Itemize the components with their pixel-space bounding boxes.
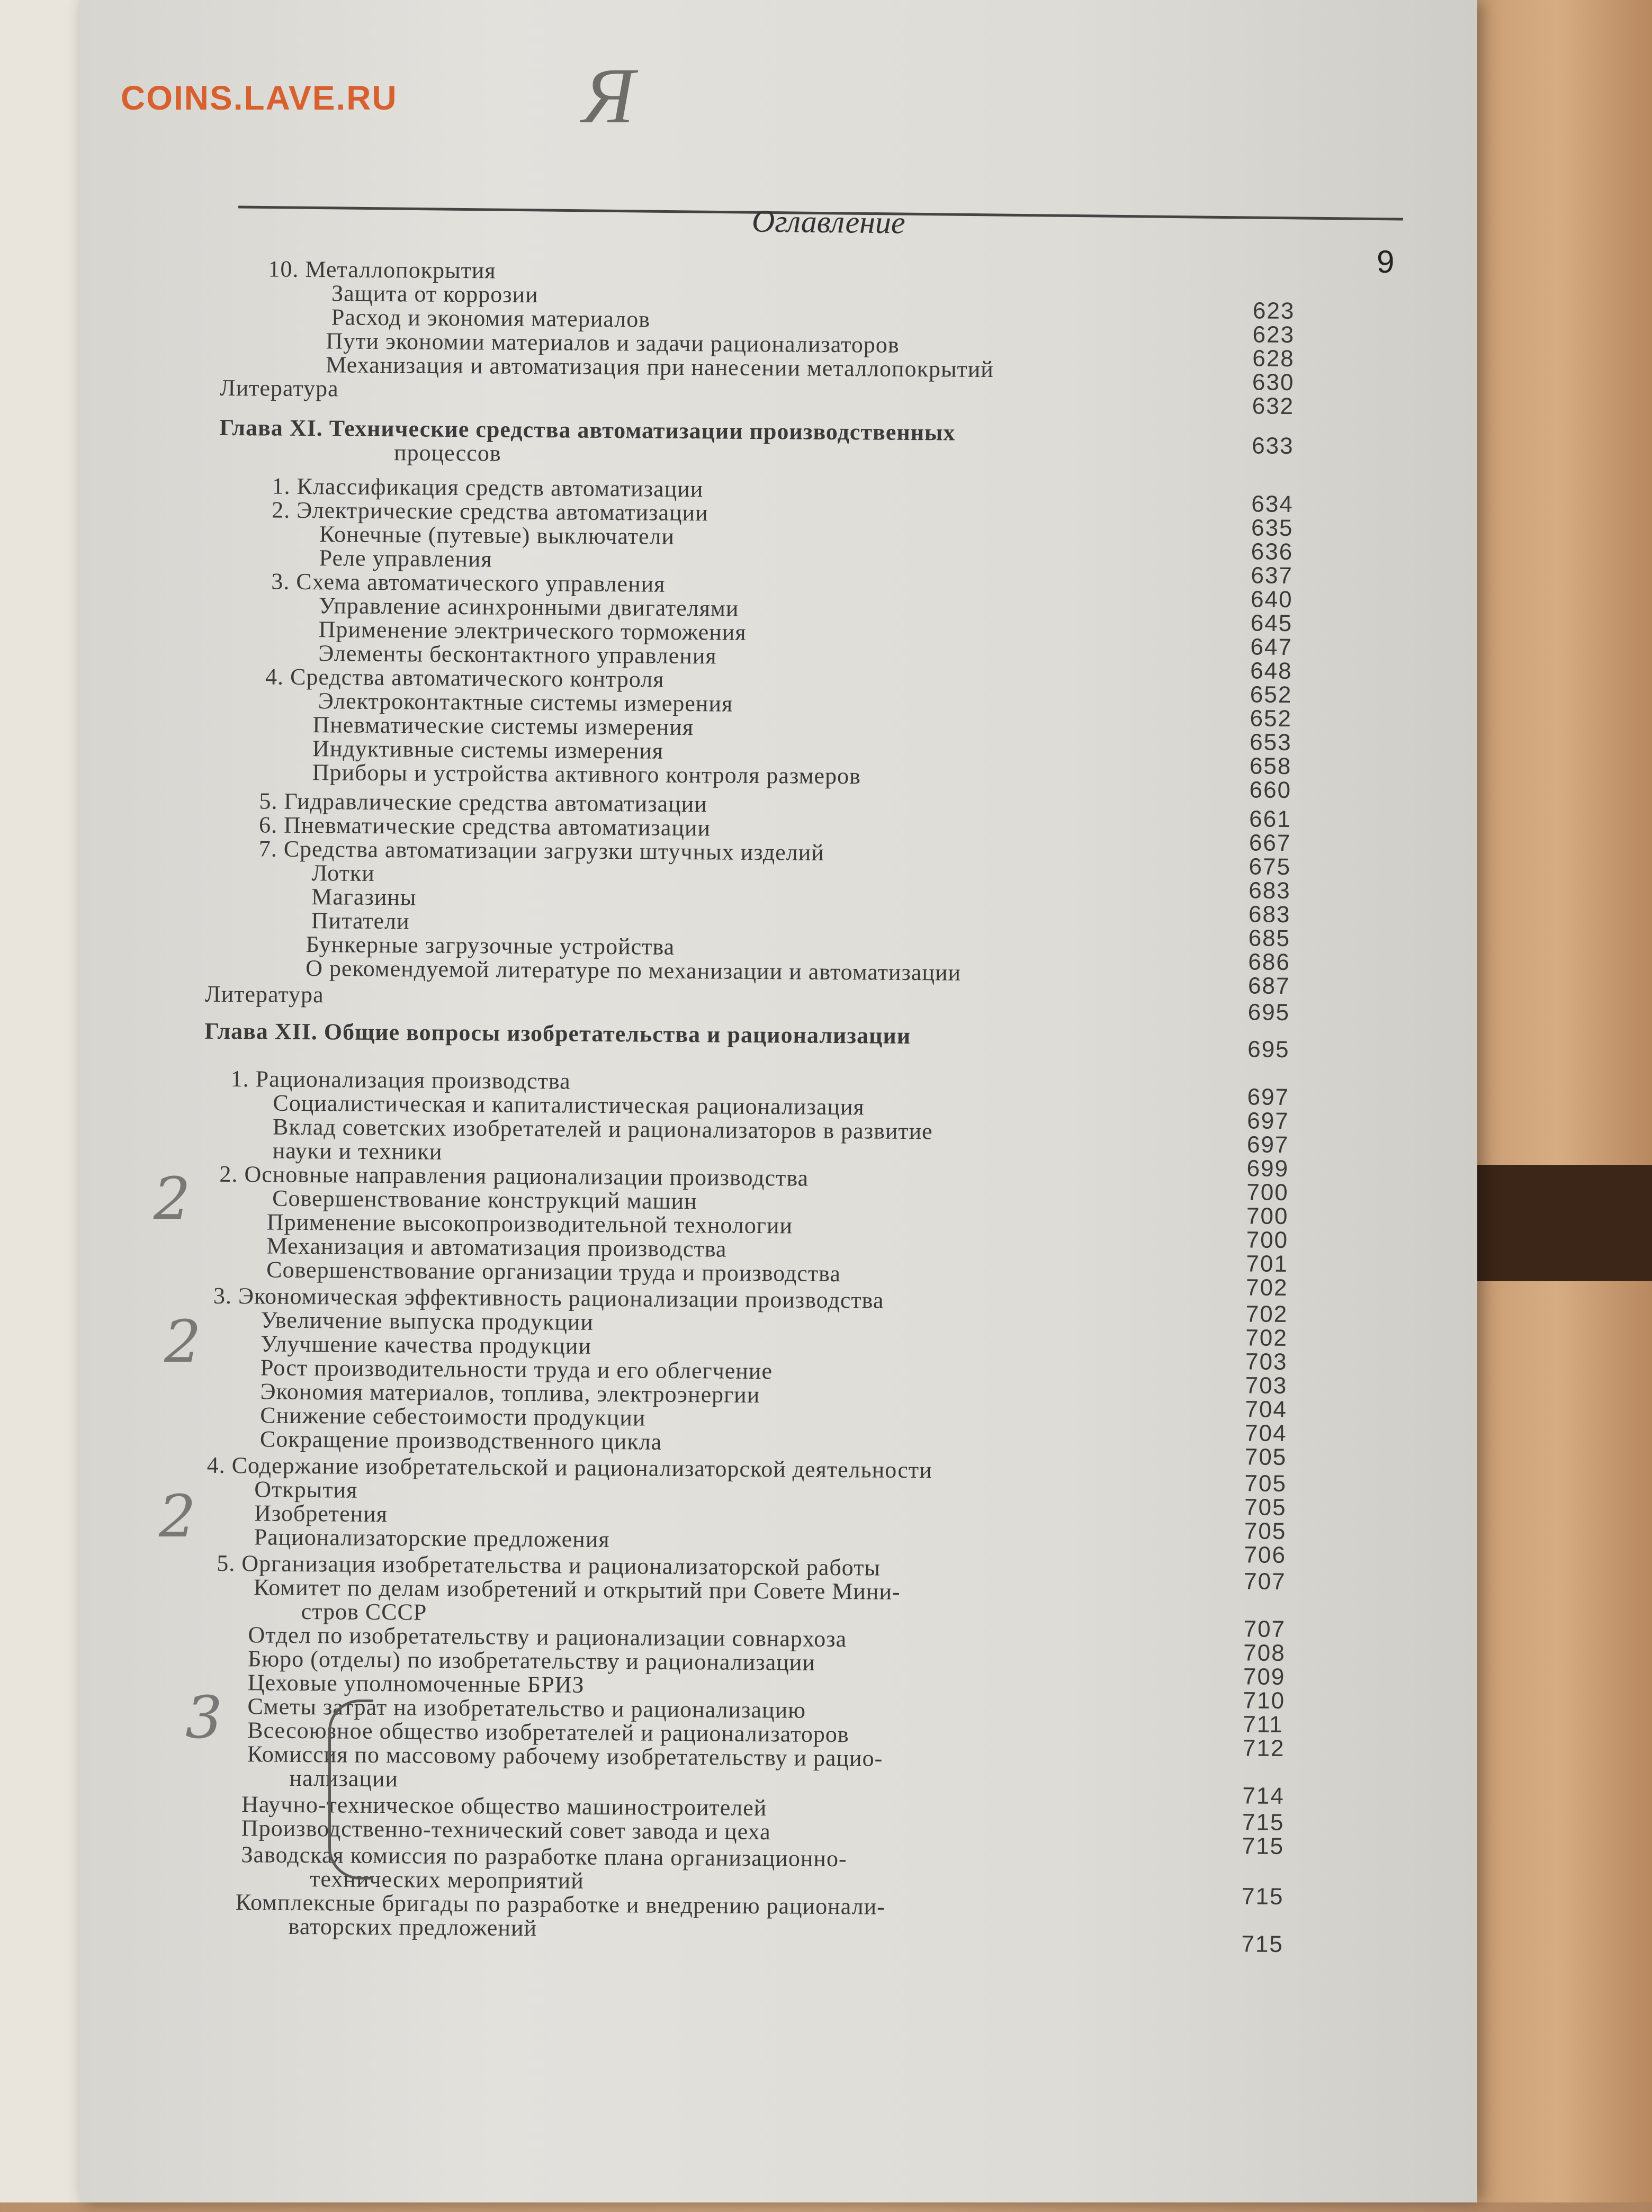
toc-page-number: 632 — [1252, 393, 1295, 420]
toc-entry — [306, 955, 961, 986]
toc-page-number: 623 — [1252, 321, 1295, 348]
toc-entry-title: Индуктивные системы измерения — [312, 735, 664, 764]
toc-entry-title: Реле управления — [319, 545, 492, 572]
toc-page-number: 699 — [1246, 1155, 1289, 1182]
toc-entry-title: Пути экономии материалов и задачи рационализаторов — [326, 328, 900, 358]
toc-page-number: 695 — [1247, 999, 1290, 1026]
wood-gap — [1461, 1165, 1652, 1281]
toc-page-number: 704 — [1244, 1420, 1287, 1446]
toc-page-number: 636 — [1251, 538, 1294, 565]
toc-entry-title: Литература — [219, 374, 339, 402]
toc-page-number: 715 — [1242, 1809, 1285, 1836]
running-header-title: Оглавление — [751, 203, 905, 240]
toc-entry-title: Применение высокопроизводительной технологии — [266, 1209, 793, 1239]
wood-plank-bottom — [1461, 1281, 1652, 2202]
toc-entry-title: Магазины — [311, 884, 417, 911]
toc-page-number: 700 — [1246, 1179, 1289, 1206]
toc-entry-title: 1. Классификация средств автоматизации — [272, 473, 704, 502]
toc-page-number: 715 — [1242, 1833, 1285, 1859]
toc-entry — [205, 981, 324, 1009]
toc-entry-title: Экономия материалов, топлива, электроэнергии — [260, 1378, 760, 1408]
toc-entry-title: нализации — [289, 1765, 399, 1792]
toc-entry-title: Расход и экономия материалов — [331, 304, 651, 332]
toc-page-number: 633 — [1252, 433, 1294, 460]
toc-entry — [311, 859, 375, 887]
toc-entry-title: Приборы и устройства активного контроля размеров — [312, 759, 861, 789]
toc-entry-title: Управление асинхронными двигателями — [318, 592, 739, 622]
toc-page-number: 658 — [1249, 753, 1292, 780]
toc-page-number: 702 — [1245, 1301, 1288, 1327]
toc-entry-title: Защита от коррозии — [331, 280, 538, 308]
toc-entry-title: Глава XI. Технические средства автоматизации производственных — [219, 414, 956, 446]
toc-entry — [266, 1256, 841, 1288]
toc-entry-title: Изобретения — [254, 1500, 388, 1527]
toc-page-number: 623 — [1252, 298, 1295, 325]
handwritten-monogram: Я — [582, 52, 635, 140]
book-page — [79, 0, 1477, 2202]
toc-page-number: 683 — [1248, 901, 1291, 928]
toc-page-number: 700 — [1246, 1203, 1289, 1229]
toc-entry-title: 5. Гидравлические средства автоматизации — [259, 788, 707, 817]
toc-page-number: 634 — [1251, 491, 1294, 518]
toc-page-number: 660 — [1249, 777, 1292, 804]
toc-entry-title: Открытия — [254, 1476, 358, 1503]
toc-entry-title: Глава XII. Общие вопросы изобретательства и рационализации — [204, 1018, 911, 1049]
toc-entry-title: ваторских предложений — [288, 1913, 537, 1941]
toc-entry — [394, 439, 501, 466]
toc-entry-title: 10. Металлопокрытия — [268, 256, 496, 284]
toc-entry-title: Всесоюзное общество изобретателей и рационализаторов — [247, 1717, 849, 1748]
toc-page-number: 645 — [1250, 610, 1293, 637]
toc-entry — [254, 1523, 610, 1553]
toc-entry-title: 2. Электрические средства автоматизации — [272, 497, 708, 526]
toc-page-number: 701 — [1246, 1251, 1288, 1277]
toc-page-number: 652 — [1250, 681, 1292, 708]
toc-page-number: 697 — [1246, 1131, 1289, 1158]
toc-entry-title: Рост производительности труда и его облегчение — [260, 1354, 773, 1384]
toc-entry — [260, 1425, 662, 1455]
toc-page-number: 705 — [1244, 1518, 1287, 1544]
toc-entry-title: 5. Организация изобретательства и рационализаторской работы — [217, 1550, 881, 1581]
toc-page-number: 648 — [1250, 658, 1292, 685]
toc-page-number: 704 — [1245, 1396, 1288, 1423]
toc-chapter-heading — [204, 1018, 911, 1049]
toc-entry-title: процессов — [393, 439, 501, 466]
toc-page-number: 652 — [1250, 705, 1292, 732]
toc-entry-title: 7. Средства автоматизации загрузки штучных изделий — [258, 835, 824, 866]
handwritten-mark: 2 — [164, 1308, 201, 1375]
toc-entry-title: Комплексные бригады по разработке и внедрению рационали- — [235, 1889, 885, 1920]
toc-page-number: 685 — [1248, 925, 1291, 952]
toc-entry-title: О рекомендуемой литературе по механизации и автоматизации — [306, 955, 962, 986]
toc-page-number: 702 — [1245, 1325, 1288, 1351]
toc-page-number: 707 — [1243, 1616, 1286, 1642]
toc-page-number: 709 — [1243, 1664, 1286, 1690]
handwritten-mark: 2 — [154, 1165, 191, 1233]
page-number: 9 — [1377, 244, 1395, 280]
toc-entry — [241, 1814, 771, 1845]
toc-entry-title: Научно-техническое общество машиностроителей — [241, 1791, 767, 1821]
toc-page-number: 687 — [1247, 973, 1290, 1000]
toc-page-number: 711 — [1243, 1711, 1283, 1738]
toc-page-number: 700 — [1246, 1227, 1289, 1253]
toc-chapter-heading — [219, 414, 955, 446]
toc-entry-title: Комитет по делам изобретений и открытий при Совете Мини- — [253, 1574, 901, 1605]
handwritten-mark: 3 — [185, 1684, 222, 1751]
toc-page-number: 703 — [1245, 1348, 1288, 1375]
toc-entry-title: 3. Экономическая эффективность рационализации производства — [213, 1282, 884, 1314]
toc-page-number: 628 — [1252, 345, 1295, 372]
toc-page-number: 637 — [1251, 562, 1294, 589]
toc-entry-title: стров СССР — [301, 1598, 427, 1625]
toc-entry-title: Питатели — [311, 907, 410, 934]
toc-entry-title: Лотки — [311, 860, 375, 886]
toc-page-number: 697 — [1247, 1108, 1289, 1135]
toc-entry-title: Литература — [204, 981, 324, 1008]
toc-page-number: 705 — [1244, 1470, 1287, 1497]
toc-page-number: 705 — [1244, 1494, 1287, 1521]
handwritten-mark: 2 — [159, 1482, 196, 1550]
toc-entry-title: технических мероприятий — [310, 1866, 584, 1894]
toc-entry-title: Вклад советских изобретателей и рационализаторов в развитие — [272, 1113, 933, 1145]
toc-page-number: 705 — [1244, 1444, 1287, 1470]
toc-entry-title: Улучшение качества продукции — [261, 1330, 592, 1359]
toc-page-number: 706 — [1244, 1542, 1287, 1568]
toc-page-number: 707 — [1244, 1568, 1286, 1595]
toc-entry-title: Сметы затрат на изобретательство и рационализацию — [247, 1693, 806, 1723]
toc-entry-title: Рационализаторские предложения — [254, 1524, 610, 1553]
wood-plank-top — [1461, 0, 1652, 1165]
toc-entry — [288, 1913, 537, 1941]
toc-entry-title: Бункерные загрузочные устройства — [306, 931, 675, 960]
table-of-contents — [64, 0, 1477, 2212]
toc-page-number: 702 — [1245, 1274, 1288, 1301]
toc-entry-title: Производственно-технический совет завода и цеха — [241, 1815, 771, 1845]
toc-page-number: 710 — [1243, 1687, 1286, 1714]
toc-page-number: 714 — [1242, 1783, 1285, 1809]
toc-page-number: 697 — [1247, 1084, 1290, 1111]
toc-page-number: 635 — [1251, 515, 1294, 542]
toc-entry-title: Совершенствование конструкций машин — [272, 1185, 697, 1215]
toc-entry-title: Механизация и автоматизация производства — [266, 1233, 727, 1262]
handwritten-bracket — [328, 1700, 373, 1880]
toc-page-number: 715 — [1241, 1883, 1284, 1910]
toc-page-number: 695 — [1247, 1036, 1290, 1063]
toc-entry-title: Элементы бесконтактного управления — [318, 640, 717, 669]
toc-page-number: 640 — [1250, 586, 1293, 613]
toc-page-number: 647 — [1250, 634, 1293, 661]
toc-entry-title: Отдел по изобретательству и рационализации совнархоза — [248, 1622, 847, 1652]
toc-entry-title: 1. Рационализация производства — [230, 1066, 571, 1094]
toc-entry-title: 6. Пневматические средства автоматизации — [258, 812, 711, 841]
toc-page-number: 667 — [1249, 830, 1291, 857]
watermark: COINS.LAVE.RU — [121, 79, 398, 117]
toc-page-number: 653 — [1250, 729, 1292, 756]
toc-entry-title: 3. Схема автоматического управления — [271, 568, 666, 597]
toc-page-number: 675 — [1249, 853, 1291, 880]
toc-page-number: 712 — [1242, 1735, 1285, 1761]
toc-page-number: 708 — [1243, 1640, 1286, 1666]
toc-entry-title: 4. Средства автоматического контроля — [265, 663, 665, 693]
toc-entry-title: Цеховые уполномоченные БРИЗ — [247, 1669, 585, 1698]
toc-page-number: 661 — [1249, 806, 1291, 833]
toc-entry-title: Механизация и автоматизация при нанесении металлопокрытий — [326, 352, 994, 383]
toc-entry — [326, 351, 994, 383]
toc-entry — [220, 374, 339, 402]
toc-entry-title: науки и техники — [272, 1137, 443, 1165]
toc-entry-title: Увеличение выпуска продукции — [261, 1307, 594, 1335]
toc-entry — [312, 759, 861, 789]
toc-entry-title: Социалистическая и капиталистическая рационализация — [273, 1090, 865, 1120]
toc-entry-title: Совершенствование организации труда и производства — [266, 1256, 841, 1287]
toc-page-number: 703 — [1245, 1372, 1288, 1399]
toc-entry-title: Применение электрического торможения — [318, 616, 747, 645]
toc-page-number: 686 — [1248, 949, 1290, 976]
toc-page-number: 630 — [1252, 369, 1295, 396]
toc-entry-title: Электроконтактные системы измерения — [318, 688, 733, 717]
toc-entry-title: 2. Основные направления рационализации производства — [219, 1161, 809, 1191]
toc-entry-title: Конечные (путевые) выключатели — [319, 521, 675, 550]
toc-entry-title: Снижение себестоимости продукции — [260, 1402, 646, 1431]
toc-entry-title: Бюро (отделы) по изобретательству и рационализации — [247, 1645, 816, 1676]
toc-entry-title: Комиссия по массовому рабочему изобретательству и рацио- — [247, 1741, 883, 1772]
toc-entry-title: Пневматические системы измерения — [312, 712, 694, 741]
toc-page-number: 715 — [1241, 1931, 1284, 1957]
toc-entry-title: Заводская комиссия по разработке плана организационно- — [241, 1841, 847, 1872]
toc-entry-title: Сокращение производственного цикла — [259, 1426, 662, 1455]
toc-entry-title: 4. Содержание изобретательской и рационализаторской деятельности — [206, 1452, 932, 1483]
toc-page-number: 683 — [1249, 877, 1291, 904]
